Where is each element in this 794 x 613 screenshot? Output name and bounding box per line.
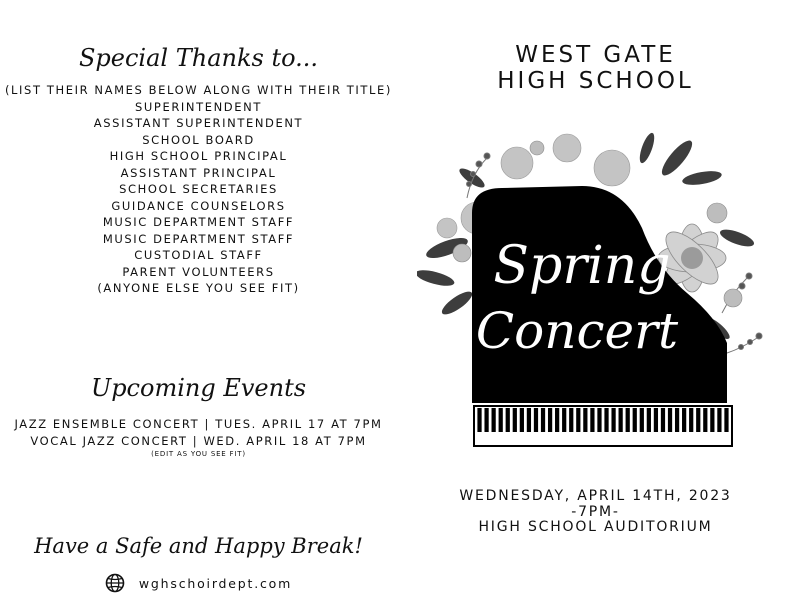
special-thanks-heading: Special Thanks to...	[78, 44, 318, 72]
piano-key	[611, 408, 615, 432]
piano-key	[661, 408, 665, 432]
thanks-item: CUSTODIAL STAFF	[134, 248, 263, 262]
events-list	[0, 416, 397, 459]
school-title	[397, 42, 794, 94]
event-details	[397, 489, 794, 536]
piano-key	[724, 408, 728, 432]
thanks-item: SUPERINTENDENT	[135, 99, 262, 114]
piano-key	[640, 408, 644, 432]
piano-key	[513, 408, 517, 432]
thanks-item: PARENT VOLUNTEERS	[122, 264, 275, 279]
piano-key	[499, 408, 503, 432]
event-venue: HIGH SCHOOL AUDITORIUM	[478, 519, 713, 535]
piano-key	[647, 408, 651, 432]
events-note: (EDIT AS YOU SEE FIT)	[151, 450, 246, 458]
globe-icon	[105, 573, 125, 593]
thanks-item: ASSISTANT SUPERINTENDENT	[93, 116, 304, 130]
piano-key	[717, 408, 721, 432]
piano-key	[619, 408, 623, 432]
piano-key	[696, 408, 700, 432]
piano-key	[710, 408, 714, 432]
school-name-line2: HIGH SCHOOL	[497, 68, 694, 94]
thanks-item: ASSISTANT PRINCIPAL	[120, 165, 277, 180]
piano-key	[590, 408, 594, 432]
website-row	[0, 573, 397, 593]
piano-key	[492, 408, 496, 432]
piano-key	[534, 408, 538, 432]
concert-title-line1: Spring	[493, 236, 671, 296]
piano-key	[604, 408, 608, 432]
thanks-item: (ANYONE ELSE YOU SEE FIT)	[97, 281, 300, 295]
school-name-line1: WEST GATE	[515, 42, 676, 68]
piano-key	[626, 408, 630, 432]
piano-key	[689, 408, 693, 432]
thanks-item: MUSIC DEPARTMENT STAFF	[102, 215, 295, 229]
front-panel	[397, 0, 794, 613]
piano-key	[633, 408, 637, 432]
piano-key	[506, 408, 510, 432]
event-time: -7PM-	[571, 503, 620, 520]
piano-key	[583, 408, 587, 432]
piano-key	[541, 408, 545, 432]
piano-illustration	[417, 118, 777, 463]
event-item: VOCAL JAZZ CONCERT | WED. APRIL 18 AT 7PM	[30, 433, 367, 448]
piano-key	[597, 408, 601, 432]
thanks-item: HIGH SCHOOL PRINCIPAL	[109, 149, 288, 163]
piano-key	[675, 408, 679, 432]
thanks-list	[0, 82, 397, 297]
piano-key	[654, 408, 658, 432]
piano-key	[569, 408, 573, 432]
break-message: Have a Safe and Happy Break!	[34, 534, 363, 558]
piano-key	[668, 408, 672, 432]
concert-title-line2: Concert	[475, 302, 679, 360]
piano-key	[548, 408, 552, 432]
thanks-item: SCHOOL SECRETARIES	[119, 182, 278, 196]
thanks-item: SCHOOL BOARD	[142, 132, 255, 147]
piano-key	[520, 408, 524, 432]
piano-key	[527, 408, 531, 432]
piano-key	[682, 408, 686, 432]
thanks-item: MUSIC DEPARTMENT STAFF	[102, 231, 295, 246]
event-date: WEDNESDAY, APRIL 14TH, 2023	[459, 488, 732, 504]
website-link[interactable]: wghschoirdept.com	[138, 575, 293, 591]
piano-key	[703, 408, 707, 432]
piano-key	[562, 408, 566, 432]
thanks-item: GUIDANCE COUNSELORS	[111, 198, 286, 213]
thanks-item: (LIST THEIR NAMES BELOW ALONG WITH THEIR TITLE)	[4, 83, 393, 97]
piano-key	[555, 408, 559, 432]
piano-key	[477, 408, 481, 432]
event-item: JAZZ ENSEMBLE CONCERT | TUES. APRIL 17 AT 7PM	[14, 417, 383, 431]
piano-key	[576, 408, 580, 432]
upcoming-events-heading: Upcoming Events	[90, 374, 307, 402]
piano-key	[484, 408, 488, 432]
